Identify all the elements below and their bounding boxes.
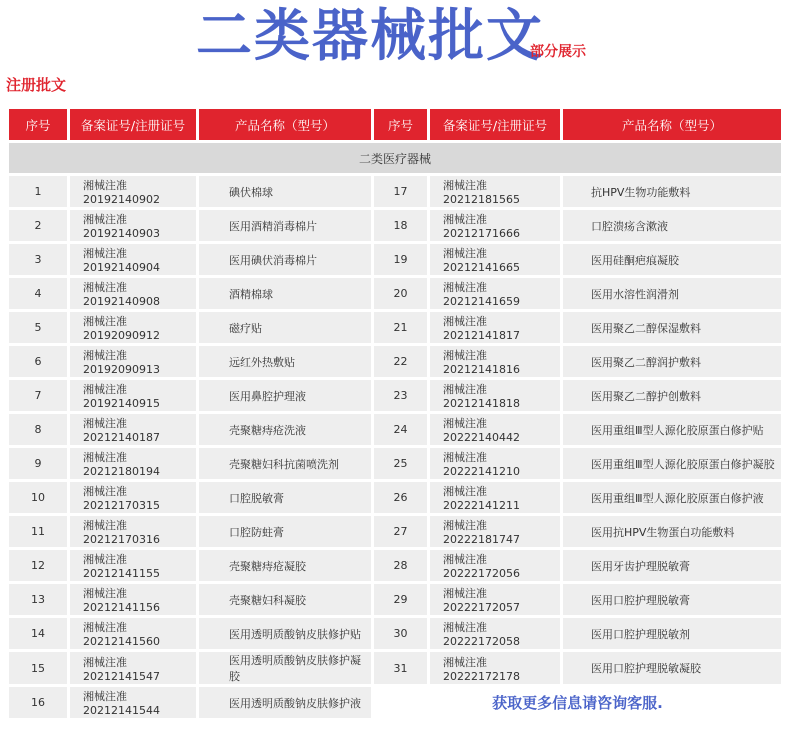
certificate-number: 湘械注准20222172058 xyxy=(430,618,560,649)
product-name: 碘伏棉球 xyxy=(199,176,371,207)
row-number: 16 xyxy=(9,687,67,718)
section-label: 注册批文 xyxy=(6,76,67,94)
table-row xyxy=(9,687,781,718)
product-name: 口腔脱敏膏 xyxy=(199,482,371,513)
certificate-number: 湘械注准20222141211 xyxy=(430,482,560,513)
product-name: 医用鼻腔护理液 xyxy=(199,380,371,411)
certificate-number: 湘械注准20212171666 xyxy=(430,210,560,241)
certificate-number: 湘械注准20212181565 xyxy=(430,176,560,207)
table-row xyxy=(9,278,781,309)
product-name: 医用口腔护理脱敏剂 xyxy=(563,618,781,649)
table-row xyxy=(9,584,781,615)
certificate-number: 湘械注准20222172056 xyxy=(430,550,560,581)
row-number: 11 xyxy=(9,516,67,547)
row-number: 19 xyxy=(374,244,427,275)
certificate-number: 湘械注准20212141155 xyxy=(70,550,196,581)
certificate-number: 湘械注准20212141547 xyxy=(70,652,196,684)
certificate-number: 湘械注准20212141816 xyxy=(430,346,560,377)
certificate-number: 湘械注准20212170316 xyxy=(70,516,196,547)
product-name: 壳聚糖痔疮洗液 xyxy=(199,414,371,445)
page-title: 二类器械批文 xyxy=(196,4,544,69)
product-name: 壳聚糖妇科凝胶 xyxy=(199,584,371,615)
product-name: 壳聚糖痔疮凝胶 xyxy=(199,550,371,581)
col-header-no-left: 序号 xyxy=(9,109,67,140)
row-number: 2 xyxy=(9,210,67,241)
row-number: 28 xyxy=(374,550,427,581)
certificate-number: 湘械注准20222172057 xyxy=(430,584,560,615)
row-number: 22 xyxy=(374,346,427,377)
certificate-number: 湘械注准20222141210 xyxy=(430,448,560,479)
col-header-name-left: 产品名称（型号） xyxy=(199,109,371,140)
row-number: 3 xyxy=(9,244,67,275)
table-row xyxy=(9,448,781,479)
table-row xyxy=(9,414,781,445)
row-number: 27 xyxy=(374,516,427,547)
row-number: 17 xyxy=(374,176,427,207)
row-number: 13 xyxy=(9,584,67,615)
certificate-number: 湘械注准20222181747 xyxy=(430,516,560,547)
title-banner xyxy=(0,0,790,72)
group-label: 二类医疗器械 xyxy=(9,143,781,173)
row-number: 6 xyxy=(9,346,67,377)
row-number: 25 xyxy=(374,448,427,479)
row-number: 10 xyxy=(9,482,67,513)
product-name: 医用聚乙二醇保湿敷料 xyxy=(563,312,781,343)
product-name: 医用透明质酸钠皮肤修护贴 xyxy=(199,618,371,649)
table-row xyxy=(9,618,781,649)
certificate-number: 湘械注准20212140187 xyxy=(70,414,196,445)
certificate-number: 湘械注准20192090913 xyxy=(70,346,196,377)
table-row xyxy=(9,380,781,411)
product-name: 医用口腔护理脱敏膏 xyxy=(563,584,781,615)
row-number: 7 xyxy=(9,380,67,411)
table-row xyxy=(9,550,781,581)
product-name: 医用透明质酸钠皮肤修护液 xyxy=(199,687,371,718)
certificate-number: 湘械注准20212141665 xyxy=(430,244,560,275)
group-row xyxy=(9,143,781,173)
table-row xyxy=(9,482,781,513)
table-row xyxy=(9,652,781,684)
row-number: 21 xyxy=(374,312,427,343)
product-name: 医用牙齿护理脱敏膏 xyxy=(563,550,781,581)
certificate-number: 湘械注准20212170315 xyxy=(70,482,196,513)
row-number: 18 xyxy=(374,210,427,241)
certificate-number: 湘械注准20192140902 xyxy=(70,176,196,207)
certificate-number: 湘械注准20212141156 xyxy=(70,584,196,615)
row-number: 30 xyxy=(374,618,427,649)
row-number: 5 xyxy=(9,312,67,343)
row-number: 9 xyxy=(9,448,67,479)
row-number: 12 xyxy=(9,550,67,581)
product-name: 壳聚糖妇科抗菌喷洗剂 xyxy=(199,448,371,479)
certificate-number: 湘械注准20212141817 xyxy=(430,312,560,343)
row-number: 26 xyxy=(374,482,427,513)
product-name: 远红外热敷贴 xyxy=(199,346,371,377)
certificate-number: 湘械注准20212141560 xyxy=(70,618,196,649)
col-header-no-right: 序号 xyxy=(374,109,427,140)
row-number: 1 xyxy=(9,176,67,207)
product-name: 医用重组Ⅲ型人源化胶原蛋白修护液 xyxy=(563,482,781,513)
contact-note: 获取更多信息请咨询客服. xyxy=(374,687,781,718)
product-name: 医用碘伏消毒棉片 xyxy=(199,244,371,275)
table-row xyxy=(9,244,781,275)
table-row xyxy=(9,176,781,207)
table-header-row xyxy=(9,109,781,140)
col-header-cert-left: 备案证号/注册证号 xyxy=(70,109,196,140)
page-subtitle: 部分展示 xyxy=(530,44,586,60)
product-name: 医用聚乙二醇润护敷料 xyxy=(563,346,781,377)
product-name: 医用聚乙二醇护创敷料 xyxy=(563,380,781,411)
product-name: 抗HPV生物功能敷料 xyxy=(563,176,781,207)
certificate-number: 湘械注准20192140903 xyxy=(70,210,196,241)
product-name: 医用重组Ⅲ型人源化胶原蛋白修护凝胶 xyxy=(563,448,781,479)
certificate-number: 湘械注准20192090912 xyxy=(70,312,196,343)
registration-table xyxy=(6,106,784,721)
row-number: 29 xyxy=(374,584,427,615)
certificate-number: 湘械注准20192140915 xyxy=(70,380,196,411)
row-number: 20 xyxy=(374,278,427,309)
col-header-cert-right: 备案证号/注册证号 xyxy=(430,109,560,140)
product-name: 磁疗贴 xyxy=(199,312,371,343)
certificate-number: 湘械注准20222172178 xyxy=(430,652,560,684)
row-number: 31 xyxy=(374,652,427,684)
row-number: 23 xyxy=(374,380,427,411)
row-number: 15 xyxy=(9,652,67,684)
certificate-number: 湘械注准20212141818 xyxy=(430,380,560,411)
certificate-number: 湘械注准20192140904 xyxy=(70,244,196,275)
table-row xyxy=(9,312,781,343)
product-name: 医用抗HPV生物蛋白功能敷料 xyxy=(563,516,781,547)
product-name: 口腔溃疡含漱液 xyxy=(563,210,781,241)
product-name: 医用口腔护理脱敏凝胶 xyxy=(563,652,781,684)
product-name: 医用水溶性润滑剂 xyxy=(563,278,781,309)
product-name: 医用透明质酸钠皮肤修护凝胶 xyxy=(199,652,371,684)
certificate-number: 湘械注准20212180194 xyxy=(70,448,196,479)
row-number: 4 xyxy=(9,278,67,309)
row-number: 8 xyxy=(9,414,67,445)
row-number: 14 xyxy=(9,618,67,649)
table-row xyxy=(9,210,781,241)
table-row xyxy=(9,516,781,547)
product-name: 医用重组Ⅲ型人源化胶原蛋白修护贴 xyxy=(563,414,781,445)
certificate-number: 湘械注准20212141659 xyxy=(430,278,560,309)
row-number: 24 xyxy=(374,414,427,445)
certificate-number: 湘械注准20212141544 xyxy=(70,687,196,718)
certificate-number: 湘械注准20222140442 xyxy=(430,414,560,445)
product-name: 医用硅酮疤痕凝胶 xyxy=(563,244,781,275)
product-name: 医用酒精消毒棉片 xyxy=(199,210,371,241)
certificate-number: 湘械注准20192140908 xyxy=(70,278,196,309)
product-name: 口腔防蛀膏 xyxy=(199,516,371,547)
table-row xyxy=(9,346,781,377)
col-header-name-right: 产品名称（型号） xyxy=(563,109,781,140)
product-name: 酒精棉球 xyxy=(199,278,371,309)
